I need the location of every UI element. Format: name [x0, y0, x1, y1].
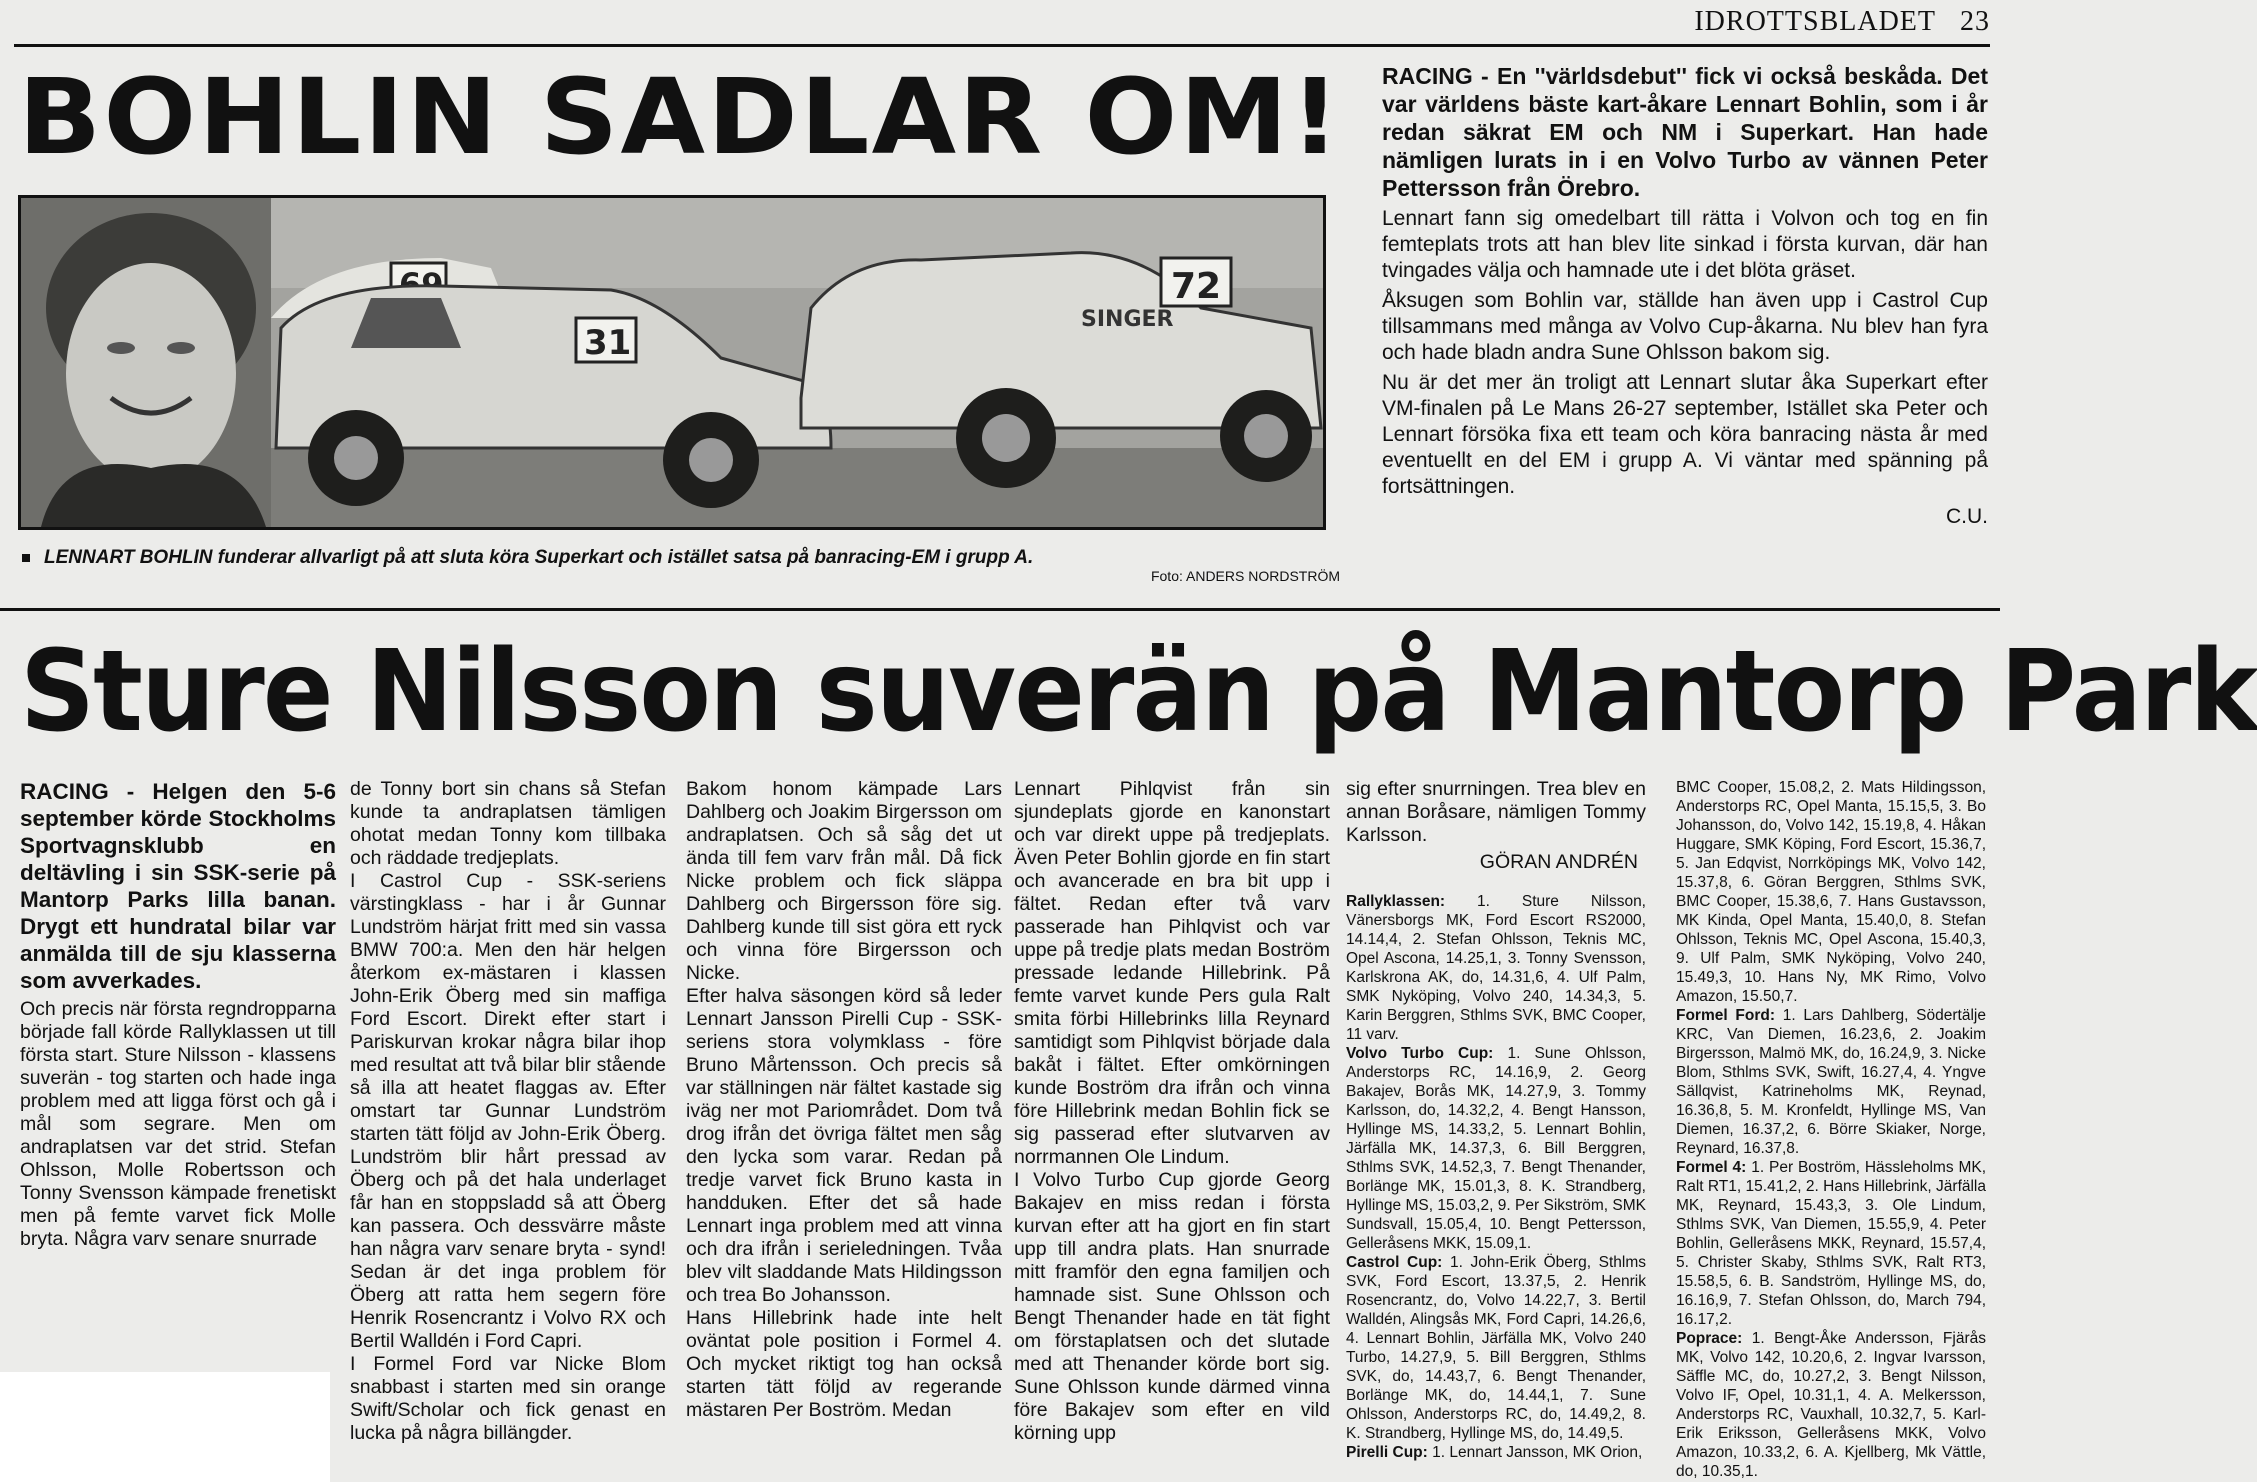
result-class: Pirelli Cup:: [1346, 1444, 1428, 1461]
sidebar-paragraph-1: Lennart fann sig omedelbart till rätta i Volvon och tog en fin femteplats trots att han blev lite sinkad i första kurvan, där han tvingades välja och hamnade ute i det blöta gräset.: [1382, 207, 1988, 282]
article-lead: RACING - Helgen den 5-6 september körde Stockholms Sportvagnsklubb en deltävling i sin SSK-serie på Mantorp Parks lilla banan. Drygt ett hundratal bilar var anmälda till de sju klasserna som avverkades.: [20, 779, 336, 993]
section-rule: [0, 608, 2000, 611]
photo-credit: Foto: ANDERS NORDSTRÖM: [1150, 568, 1340, 584]
sidebar-lead: RACING - En ''världsdebut'' fick vi också beskåda. Det var världens bäste kart-åkare Lennart Bohlin, som i år redan säkrat EM och NM i Superkart. Han hade nämligen lurats in i en Volvo Turbo av vännen Peter Pettersson från Örebro.: [1382, 63, 1988, 201]
result-class: Rallyklassen:: [1346, 893, 1446, 910]
article-column-1: [20, 778, 336, 1468]
article-column-4: [1014, 778, 1330, 1468]
result-text: 1. Lennart Jansson, MK Orion,: [1427, 1444, 1643, 1461]
article-paragraph: de Tonny bort sin chans så Stefan kunde ta andraplatsen tämligen ohotat medan Tonny kom tillbaka och räddade tredjeplats.: [350, 778, 666, 869]
result-class: Volvo Turbo Cup:: [1346, 1045, 1494, 1062]
result-entry: [1346, 1044, 1646, 1253]
sidebar-article: [1382, 62, 1988, 608]
result-entry: [1676, 1329, 1986, 1481]
byline: GÖRAN ANDRÉN: [1479, 851, 1638, 873]
result-text: 1. Sune Ohlsson, Anderstorps RC, 14.16,9, 2. Georg Bakajev, Borås MK, 14.27,9, 3. Tommy Karlsson, do, 14.32,2, 4. Bengt Hansson, Hyllinge MS, 14.33,2, 5. Lennart Bohlin, Järfälla MK, 14.37,3, 6. Bill Berggren, Sthlms SVK, 14.52,3, 7. Bengt Thenander, Borlänge MK, 15.01,3, 8. K. Strandberg, Hyllinge MS, 15.03,2, 9. Per Sikström, SMK Sundsvall, 15.05,4, 10. Bengt Pettersson, Gelleråsens MKK, 15.09,1.: [1346, 1045, 1646, 1252]
article-paragraph: I Castrol Cup - SSK-seriens värstingklass - har i år Gunnar Lundström härjat fritt med sin vassa BMW 700:a. Men den här helgen återkom ex-mästaren i klassen John-Erik Öberg med sin maffiga Ford Escort. Direkt efter start i Pariskurvan krokar några bilar ihop med resultat att två bilar blir stående så illa att heatet flaggas av. Efter omstart tar Gunnar Lundström starten tätt följd av John-Erik Öberg. Lundström blir hårt pressad av Öberg och på det hala underlaget får han en stoppsladd så att Öberg kan passera. Och dessvärre måste han några varv senare bryta - synd! Sedan är det inga problem för Öberg att ratta hem segern före Henrik Rosencrantz i Volvo RX och Bertil Walldén i Ford Capri.: [350, 870, 666, 1352]
article-paragraph: Efter halva säsongen körd så leder Lennart Jansson Pirelli Cup - SSK-seriens stora volymklass - före Bruno Mårtensson. Och precis så var ställningen när fältet kastade sig iväg ner mot Pariområdet. Dom två drog ifrån det övriga fältet men såg den lycka som varar. Redan på tredje varvet fick Bruno kasta in handduken. Efter det så hade Lennart inga problem med att vinna och dra ifrån i serieledningen. Tvåa blev vilt sladdande Mats Hildingsson och trea Bo Johansson.: [686, 985, 1002, 1306]
result-entry: [1346, 1253, 1646, 1443]
article-paragraph: Lennart Pihlqvist från sin sjundeplats gjorde en kanonstart och var direkt uppe på tredjeplats. Även Peter Bohlin gjorde en fin start och avancerade en bra bit upp i fältet. Redan efter två varv passerade han Pihlqvist och var uppe på tredje plats medan Boström pressade ledande Hillebrink. På femte varvet kunde Pers gula Ralt smita förbi Hillebrinks lilla Reynard samtidigt som Pihlqvist började dala bakåt i fältet. Efter omkörningen kunde Boström dra ifrån och vinna före Hillebrink medan Bohlin fick se sig passerad efter slutvarven av norrmannen Ole Lindum.: [1014, 778, 1330, 1168]
article-paragraph: sig efter snurrningen. Trea blev en annan Boråsare, nämligen Tommy Karlsson.: [1346, 778, 1646, 846]
result-class: Formel 4:: [1676, 1159, 1747, 1176]
result-text: BMC Cooper, 15.08,2, 2. Mats Hildingsson, Anderstorps RC, Opel Manta, 15.15,5, 3. Bo Johansson, do, Volvo 142, 15.19,8, 4. Håkan Huggare, SMK Köping, Ford Escort, 15.36,7, 5. Jan Edqvist, Norrköpings MK, Volvo 142, 15.37,8, 6. Göran Berggren, Sthlms SVK, BMC Cooper, 15.38,6, 7. Hans Gustavsson, MK Kinda, Opel Manta, 15.40,0, 8. Stefan Ohlsson, Teknis MC, Opel Ascona, 15.40,3, 9. Ulf Palm, SMK Nyköping, Volvo 240, 15.49,3, 10. Hans Ny, MK Rimo, Volvo Amazon, 15.50,7.: [1676, 779, 1986, 1005]
result-text: 1. Per Boström, Hässleholms MK, Ralt RT1, 15.41,2, 2. Hans Hillebrink, Järfälla MK, Reynard, 15.43,3, 3. Ole Lindum, Sthlms SVK, Van Diemen, 15.55,9, 4. Peter Bohlin, Gelleråsens MKK, Reynard, 15.57,4, 5. Christer Skaby, Sthlms SVK, Ralt RT3, 15.58,5, 6. B. Sandström, Hyllinge MS, do, 16.16,9, 7. Stefan Ohlsson, do, March 794, 16.17,2.: [1676, 1159, 1987, 1328]
racing-photo: [18, 195, 1326, 530]
article-column-2: [350, 778, 666, 1468]
photo-illustration: [21, 198, 1323, 527]
result-text: 1. Lars Dahlberg, Södertälje KRC, Van Diemen, 16.23,6, 2. Joakim Birgersson, Malmö MK, do, 16.24,9, 3. Nicke Blom, Sthlms SVK, Swift, 16.27,4, 4. Yngve Sällqvist, Katrineholms MK, Reynad, 16.36,8, 5. M. Kronfeldt, Hyllinge MS, Van Diemen, 16.37,2, 6. Börre Skiaker, Norge, Reynard, 16.37,8.: [1676, 1007, 1986, 1157]
caption-bullet: [22, 554, 30, 562]
sidebar-paragraph-2: Åksugen som Bohlin var, ställde han även upp i Castrol Cup tillsammans med många av Volvo Cup-åkarna. Nu blev han fyra och hade bladn andra Sune Ohlsson bakom sig.: [1382, 289, 1988, 364]
article-paragraph: Hans Hillebrink hade inte helt oväntat pole position i Formel 4. Och mycket riktigt tog han också starten tätt följd av regerande mästaren Per Boström. Medan: [686, 1307, 1002, 1421]
result-text: 1. Sture Nilsson, Vänersborgs MK, Ford Escort RS2000, 14.14,4, 2. Stefan Ohlsson, Teknis MC, Opel Ascona, 14.25,1, 3. Tonny Svensson, Karlskrona AK, do, 14.31,6, 4. Ulf Palm, SMK Nyköping, Volvo 240, 14.34,3, 5. Karin Berggren, Sthlms SVK, BMC Cooper, 11 varv.: [1346, 893, 1646, 1043]
result-entry: [1346, 1443, 1646, 1462]
top-rule: [14, 44, 1990, 47]
sidebar-signature: C.U.: [1946, 505, 1988, 528]
results-column-2: [1676, 778, 1987, 1480]
result-class: Formel Ford:: [1676, 1007, 1775, 1024]
result-class: Castrol Cup:: [1346, 1254, 1443, 1271]
result-entry: [1676, 1006, 1986, 1158]
caption-text: LENNART BOHLIN funderar allvarligt på att sluta köra Superkart och istället satsa på banracing-EM i grupp A.: [44, 547, 1034, 568]
page-number: 23: [1960, 6, 1990, 37]
article-paragraph: I Volvo Turbo Cup gjorde Georg Bakajev en miss redan i första kurvan efter att ha gjort en fin start upp till andra plats. Han snurrade mitt framför den egna familjen och hamnade sist. Sune Ohlsson och Bengt Thenander hade en tät fight om förstaplatsen och det slutade med att Thenander körde bort sig. Sune Ohlsson kunde därmed vinna före Bakajev som efter en vild körning upp: [1014, 1169, 1330, 1444]
result-entry: [1346, 892, 1646, 1044]
paper-name: IDROTTSBLADET: [1694, 6, 1936, 37]
result-entry: [1676, 1158, 1986, 1329]
blank-corner: [0, 1372, 330, 1482]
article-paragraph: Bakom honom kämpade Lars Dahlberg och Joakim Birgersson om andraplatsen. Och så såg det ut ända till fem varv från mål. Då fick Nicke problem och fick släppa Dahlberg och Birgersson före sig. Dahlberg kunde till sist göra ett ryck och vinna före Birgersson och Nicke.: [686, 778, 1002, 984]
headline-nilsson: Sture Nilsson suverän på Mantorp Park: [20, 627, 2257, 757]
results-column-1: [1346, 892, 1646, 1462]
result-text: 1. Bengt-Åke Andersson, Fjärås MK, Volvo 142, 10.20,6, 2. Ingvar Ivarsson, Säffle MC, do, 10.27,2, 3. Bengt Nilsson, Volvo IF, Opel, 10.31,1, 4. A. Melkersson, Anderstorps RC, Vauxhall, 10.32,7, 5. Karl-Erik Eriksson, Gelleråsens MKK, Volvo Amazon, 10.33,2, 6. A. Kjellberg, Mk Vättle, do, 10.35,1.: [1676, 1330, 1986, 1480]
headline-bohlin: BOHLIN SADLAR OM!: [18, 56, 1343, 178]
result-text: 1. John-Erik Öberg, Sthlms SVK, Ford Escort, 13.37,5, 2. Henrik Rosencrantz, do, Volvo 14.22,7, 3. Bertil Walldén, Alingsås MK, Ford Capri, 14.26,6, 4. Lennart Bohlin, Järfälla MK, Volvo 240 Turbo, 14.27,9, 5. Bill Berggren, Sthlms SVK, do, 14.43,7, 6. Bengt Thenander, Borlänge MK, do, 14.44,1, 7. Sune Ohlsson, Anderstorps RC, do, 14.49,2, 8. K. Strandberg, Hyllinge MS, do, 14.49,5.: [1346, 1254, 1647, 1442]
article-paragraph: I Formel Ford var Nicke Blom snabbast i starten med sin orange Swift/Scholar och fick genast en lucka på några billängder.: [350, 1353, 666, 1444]
result-class: Poprace:: [1676, 1330, 1743, 1347]
article-column-5: [1346, 778, 1646, 1468]
sidebar-paragraph-3: Nu är det mer än troligt att Lennart slutar åka Superkart efter VM-finalen på Le Mans 26-27 september, Istället ska Peter och Lennart försöka fixa ett team och köra banracing nästa år med eventuellt en del EM i grupp A. Vi väntar med spänning på fortsättningen.: [1382, 371, 1988, 498]
result-entry: [1676, 778, 1986, 1006]
masthead: [1620, 6, 1990, 42]
article-paragraph: Och precis när första regndropparna började fall körde Rallyklassen ut till första start. Sture Nilsson - klassens suverän - tog starten och hade inga problem med att ligga först och gå i mål som segrare. Men om andraplatsen var det strid. Stefan Ohlsson, Molle Robertsson och Tonny Svensson kämpade frenetiskt men på femte varvet fick Molle bryta. Några varv senare snurrade: [20, 998, 336, 1250]
article-column-3: [686, 778, 1002, 1468]
car-number-31: 31: [584, 323, 632, 363]
car-number-72: 72: [1171, 266, 1222, 307]
car-banner: SINGER: [1081, 307, 1174, 332]
